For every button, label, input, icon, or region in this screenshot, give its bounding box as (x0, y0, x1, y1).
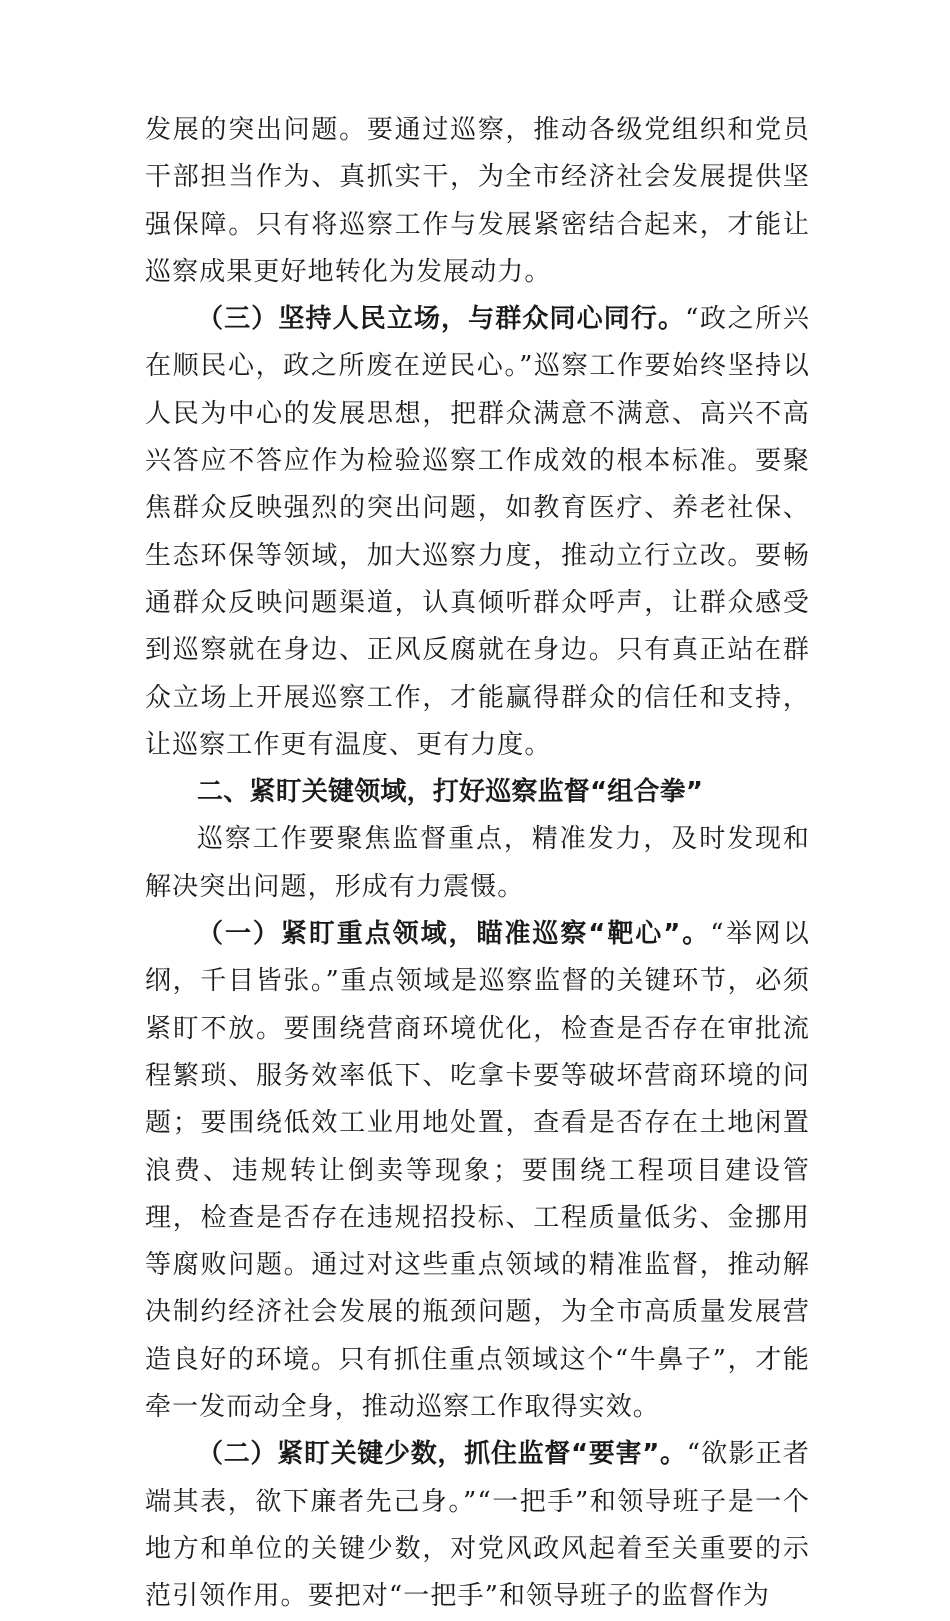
paragraph-text: 巡察工作要聚焦监督重点，精准发力，及时发现和解决突出问题，形成有力震慑。 (145, 824, 810, 902)
paragraph-continuation (145, 107, 810, 296)
paragraph-subsection-1 (145, 911, 810, 1431)
paragraph-text: “欲影正者端其表，欲下廉者先己身。”“一把手”和领导班子是一个地方和单位的关键少数，对党风政风起着至关重要的示范引领作用。要把对“一把手”和领导班子的监督作为 (145, 1439, 810, 1612)
paragraph-intro (145, 816, 810, 911)
section-heading (145, 769, 810, 816)
paragraph-lead-heading: （三）坚持人民立场，与群众同心同行。 (197, 304, 686, 335)
paragraph-lead-heading: （二）紧盯关键少数，抓住监督“要害”。 (197, 1439, 687, 1470)
paragraph-lead-heading: （一）紧盯重点领域，瞄准巡察“靶心”。 (197, 919, 711, 950)
paragraph-text: 发展的突出问题。要通过巡察，推动各级党组织和党员干部担当作为、真抓实干，为全市经济社会发展提供坚强保障。只有将巡察工作与发展紧密结合起来，才能让巡察成果更好地转化为发展动力。 (145, 115, 810, 287)
document-body (145, 107, 810, 1621)
paragraph-subsection-2 (145, 1431, 810, 1620)
paragraph-text: “举网以纲，千目皆张。”重点领域是巡察监督的关键环节，必须紧盯不放。要围绕营商环境优化，检查是否存在审批流程繁琐、服务效率低下、吃拿卡要等破坏营商环境的问题；要围绕低效工业用地处置，查看是否存在土地闲置浪费、违规转让倒卖等现象；要围绕工程项目建设管理，检查是否存在违规招投标、工程质量低劣、金挪用等腐败问题。通过对这些重点领域的精准监督，推动解决制约经济社会发展的瓶颈问题，为全市高质量发展营造良好的环境。只有抓住重点领域这个“牛鼻子”，才能牵一发而动全身，推动巡察工作取得实效。 (145, 919, 810, 1423)
paragraph-section-3 (145, 296, 810, 769)
section-heading-text: 二、紧盯关键领域，打好巡察监督“组合拳” (197, 777, 704, 808)
paragraph-text: “政之所兴在顺民心，政之所废在逆民心。”巡察工作要始终坚持以人民为中心的发展思想，把群众满意不满意、高兴不高兴答应不答应作为检验巡察工作成效的根本标准。要聚焦群众反映强烈的突出问题，如教育医疗、养老社保、生态环保等领域，加大巡察力度，推动立行立改。要畅通群众反映问题渠道，认真倾听群众呼声，让群众感受到巡察就在身边、正风反腐就在身边。只有真正站在群众立场上开展巡察工作，才能赢得群众的信任和支持，让巡察工作更有温度、更有力度。 (145, 304, 810, 760)
